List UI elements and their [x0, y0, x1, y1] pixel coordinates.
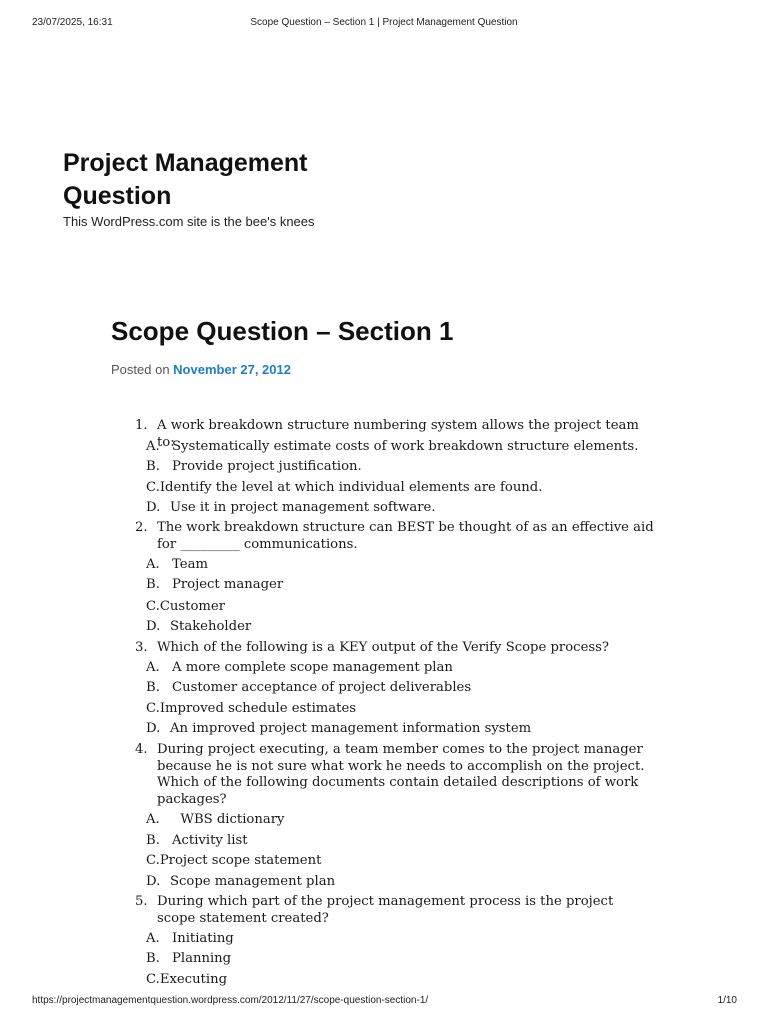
post-title: Scope Question – Section 1: [111, 316, 454, 346]
option-text: Initiating: [172, 931, 234, 946]
answer-option: [146, 951, 231, 967]
option-text: Project manager: [172, 577, 284, 592]
answer-option: [146, 577, 283, 593]
question-number: 4.: [135, 742, 148, 757]
question-text: During project executing, a team member comes to the project manager because he is not sure what work he needs to accomplish on the project. Which of the following documents contain detailed descriptions of work packages?: [157, 742, 645, 807]
option-letter: A.: [146, 812, 160, 827]
answer-option: [146, 833, 248, 849]
option-text: Scope management plan: [170, 874, 336, 889]
answer-option: [146, 459, 362, 475]
option-letter: A.: [146, 931, 160, 946]
post-date-link[interactable]: November 27, 2012: [173, 362, 291, 377]
option-letter: C.: [146, 599, 160, 614]
answer-option: [146, 721, 531, 737]
option-letter: A.: [146, 439, 160, 454]
option-letter: A.: [146, 557, 160, 572]
answer-option: [146, 972, 227, 988]
question-text: During which part of the project management process is the project scope statement created?: [157, 894, 614, 926]
option-text: Systematically estimate costs of work breakdown structure elements.: [172, 439, 639, 454]
option-text: Identify the level at which individual elements are found.: [159, 480, 543, 495]
print-datetime: 23/07/2025, 16:31: [32, 17, 113, 28]
question-item: [135, 520, 655, 553]
answer-option: [146, 701, 356, 717]
option-text: Executing: [159, 972, 228, 987]
answer-option: [146, 599, 225, 615]
posted-on-label: Posted on: [111, 362, 170, 377]
option-text: Project scope statement: [159, 853, 322, 868]
question-number: 3.: [135, 640, 148, 655]
site-description: This WordPress.com site is the bee's knees: [63, 214, 315, 229]
option-text: WBS dictionary: [172, 812, 285, 827]
question-item: [135, 640, 655, 657]
print-footer: [0, 995, 768, 1009]
answer-option: [146, 439, 638, 455]
option-text: Stakeholder: [170, 619, 252, 634]
option-text: Customer acceptance of project deliverables: [172, 680, 472, 695]
option-text: Improved schedule estimates: [159, 701, 357, 716]
option-letter: C.: [146, 701, 160, 716]
option-text: Planning: [172, 951, 232, 966]
print-page-title: Scope Question – Section 1 | Project Management Question: [250, 17, 518, 28]
answer-option: [146, 660, 453, 676]
option-text: Activity list: [172, 833, 248, 848]
answer-option: [146, 853, 321, 869]
answer-option: [146, 557, 208, 573]
option-letter: A.: [146, 660, 160, 675]
answer-option: [146, 680, 471, 696]
option-letter: D.: [146, 721, 161, 736]
print-url: https://projectmanagementquestion.wordpress.com/2012/11/27/scope-question-section-1/: [32, 995, 429, 1006]
option-letter: D.: [146, 874, 161, 889]
option-letter: B.: [146, 951, 160, 966]
option-letter: B.: [146, 459, 160, 474]
answer-option: [146, 480, 542, 496]
option-letter: C.: [146, 853, 160, 868]
question-item: [135, 742, 655, 808]
option-letter: C.: [146, 972, 160, 987]
option-text: A more complete scope management plan: [172, 660, 453, 675]
answer-option: [146, 812, 284, 828]
question-text: A work breakdown structure numbering system allows the project team to:: [157, 418, 639, 450]
option-letter: B.: [146, 577, 160, 592]
answer-option: [146, 874, 335, 890]
option-text: Use it in project management software.: [170, 500, 436, 515]
option-letter: D.: [146, 619, 161, 634]
question-number: 1.: [135, 418, 148, 433]
option-text: An improved project management information system: [170, 721, 532, 736]
question-number: 5.: [135, 894, 148, 909]
question-number: 2.: [135, 520, 148, 535]
site-title[interactable]: Project Management Question: [63, 149, 308, 210]
page-number: 1/10: [717, 995, 737, 1006]
answer-option: [146, 500, 436, 516]
option-text: Team: [172, 557, 208, 572]
option-letter: B.: [146, 680, 160, 695]
answer-option: [146, 619, 251, 635]
option-letter: D.: [146, 500, 161, 515]
question-text: The work breakdown structure can BEST be thought of as an effective aid for _________ communications.: [157, 520, 654, 552]
question-item: [135, 894, 655, 927]
question-text: Which of the following is a KEY output of the Verify Scope process?: [157, 640, 609, 655]
option-text: Provide project justification.: [172, 459, 362, 474]
option-letter: C.: [146, 480, 160, 495]
option-text: Customer: [159, 599, 226, 614]
option-letter: B.: [146, 833, 160, 848]
answer-option: [146, 931, 234, 947]
